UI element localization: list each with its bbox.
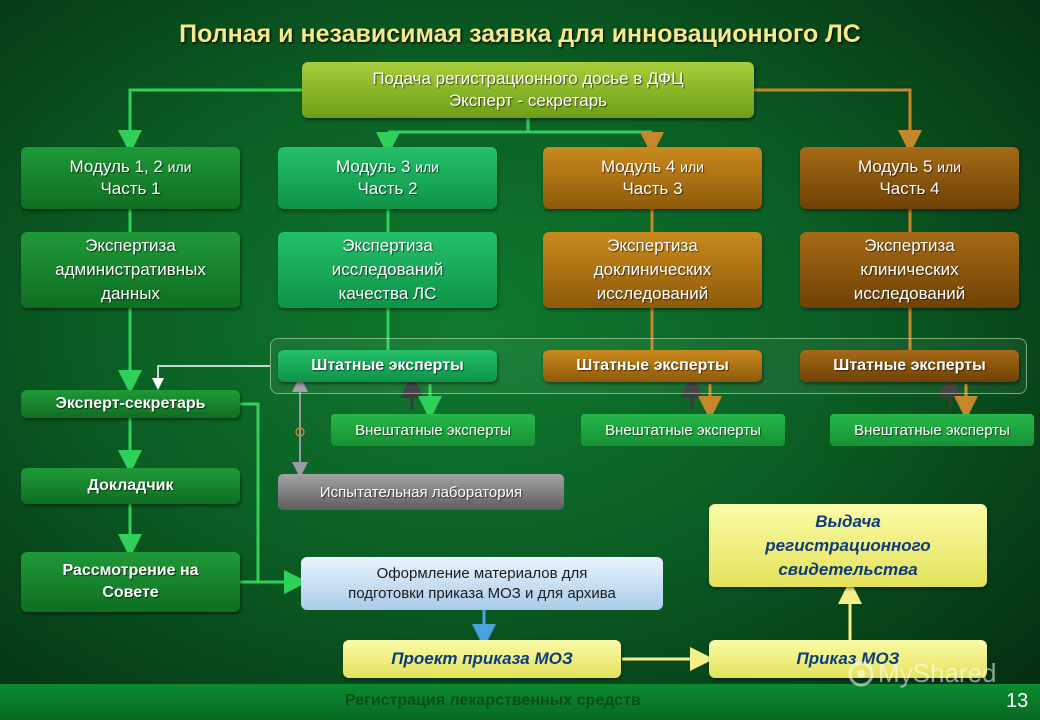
module-2-part: Часть 2 (357, 179, 418, 198)
order-box: Приказ МОЗ (709, 640, 987, 678)
footer-caption: Регистрация лекарственных средств (345, 692, 641, 709)
module-3-part: Часть 3 (622, 179, 683, 198)
watermark-text: MyShared (878, 658, 997, 688)
watermark (848, 658, 997, 689)
module-3-box (543, 147, 762, 209)
module-4-box (800, 147, 1019, 209)
test-laboratory-box: Испытательная лаборатория (278, 474, 564, 510)
module-4-label: Модуль 5 (858, 157, 933, 176)
module-1-part: Часть 1 (100, 179, 161, 198)
expertise-clinical-line-1: Экспертиза (864, 236, 955, 255)
staff-experts-quality: Штатные эксперты (278, 350, 497, 382)
expertise-admin-box (21, 232, 240, 308)
expertise-clinical-box (800, 232, 1019, 308)
expertise-quality-box (278, 232, 497, 308)
expertise-quality-line-1: Экспертиза (342, 236, 433, 255)
expertise-preclinical-line-1: Экспертиза (607, 236, 698, 255)
expertise-preclinical-box (543, 232, 762, 308)
draft-order-box: Проект приказа МОЗ (343, 640, 621, 678)
module-2-box (278, 147, 497, 209)
expertise-clinical-line-2: клинических (860, 260, 959, 279)
module-1-label: Модуль 1, 2 (69, 157, 163, 176)
expertise-clinical-line-3: исследований (853, 284, 966, 303)
module-2-label: Модуль 3 (336, 157, 411, 176)
expertise-preclinical-line-2: доклинических (593, 260, 712, 279)
council-line-2: Совете (102, 584, 159, 601)
expertise-quality-line-2: исследований (331, 260, 444, 279)
materials-box (301, 557, 663, 610)
external-experts-preclinical: Внештатные эксперты (581, 414, 785, 446)
certificate-line-3: свидетельства (778, 559, 918, 579)
reporter-box: Докладчик (21, 468, 240, 504)
expertise-preclinical-line-3: исследований (596, 284, 709, 303)
external-experts-clinical: Внештатные эксперты (830, 414, 1034, 446)
submission-line-1: Подача регистрационного досье в ДФЦ (372, 69, 684, 88)
module-1-suffix: или (167, 159, 192, 175)
materials-line-2: подготовки приказа МОЗ и для архива (348, 584, 616, 602)
submission-line-2: Эксперт - секретарь (448, 91, 608, 110)
module-4-part: Часть 4 (879, 179, 940, 198)
expertise-quality-line-3: качества ЛС (338, 284, 437, 303)
staff-experts-preclinical: Штатные эксперты (543, 350, 762, 382)
module-2-suffix: или (415, 159, 439, 175)
staff-experts-clinical: Штатные эксперты (800, 350, 1019, 382)
watermark-logo-icon (848, 661, 874, 687)
council-line-1: Рассмотрение на (62, 562, 199, 579)
certificate-line-1: Выдача (815, 511, 881, 531)
materials-line-1: Оформление материалов для (376, 564, 588, 582)
expertise-admin-line-2: административных (55, 260, 206, 279)
certificate-box (709, 504, 987, 587)
certificate-line-2: регистрационного (765, 535, 931, 555)
module-3-label: Модуль 4 (601, 157, 676, 176)
expert-secretary-box: Эксперт-секретарь (21, 390, 240, 418)
submission-box (302, 62, 754, 118)
page-title: Полная и независимая заявка для инновационного ЛС (179, 20, 861, 48)
expertise-admin-line-1: Экспертиза (85, 236, 176, 255)
module-4-suffix: или (937, 159, 961, 175)
module-1-box (21, 147, 240, 209)
expertise-admin-line-3: данных (101, 284, 160, 303)
external-experts-quality: Внештатные эксперты (331, 414, 535, 446)
page-number: 13 (1006, 690, 1029, 712)
module-3-suffix: или (680, 159, 704, 175)
council-review-box (21, 552, 240, 612)
